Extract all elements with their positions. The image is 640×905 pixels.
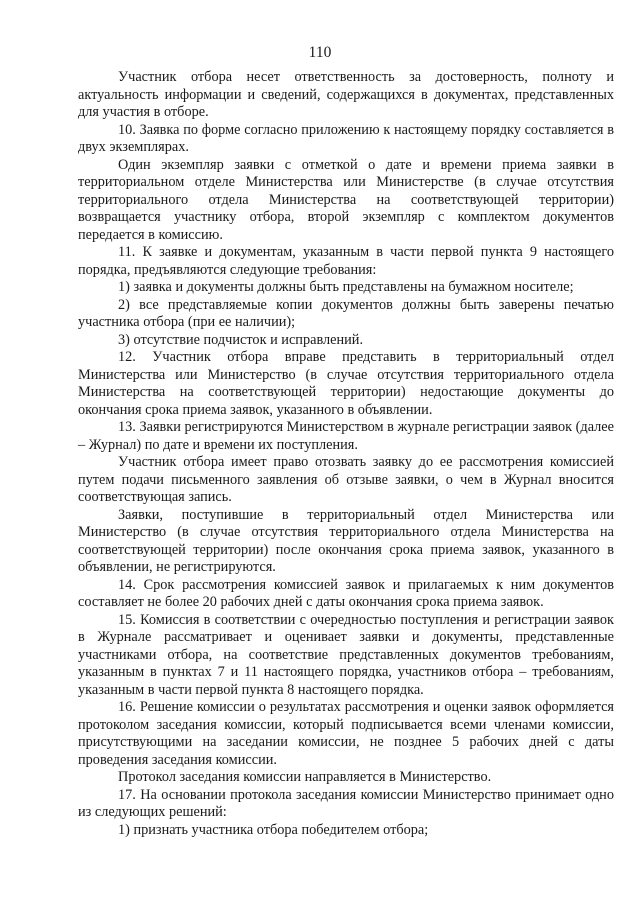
paragraph: 17. На основании протокола заседания комиссии Министерство принимает одно из следующих решений: <box>78 786 614 820</box>
paragraph: 10. Заявка по форме согласно приложению к настоящему порядку составляется в двух экземплярах. <box>78 121 614 155</box>
paragraph: Участник отбора несет ответственность за достоверность, полноту и актуальность информации и сведений, содержащихся в документах, представленных для участия в отборе. <box>78 69 614 120</box>
paragraph: 11. К заявке и документам, указанным в части первой пункта 9 настоящего порядка, предъявляются следующие требования: <box>78 244 614 278</box>
list-item: 1) заявка и документы должны быть представлены на бумажном носителе; <box>118 279 574 295</box>
paragraph: 14. Срок рассмотрения комиссией заявок и прилагаемых к ним документов составляет не более 20 рабочих дней с даты окончания срока приема заявок. <box>78 576 614 610</box>
paragraph: Участник отбора имеет право отозвать заявку до ее рассмотрения комиссией путем подачи письменного заявления об отзыве заявки, о чем в Журнал вносится соответствующая запись. <box>78 454 614 505</box>
paragraph: 16. Решение комиссии о результатах рассмотрения и оценки заявок оформляется протоколом заседания комиссии, который подписывается всеми членами комиссии, присутствующими на заседании комиссии, не позднее 5 рабочих дней с даты проведения заседания комиссии. <box>78 699 614 768</box>
paragraph: Один экземпляр заявки с отметкой о дате и времени приема заявки в территориальном отделе Министерства или Министерстве (в случае отсутствия территориального отдела Министерства на соответствующей территории) возвращается участнику отбора, второй экземпляр с комплектом документов передается в комиссию. <box>78 156 614 243</box>
list-item: 3) отсутствие подчисток и исправлений. <box>118 331 364 348</box>
list-item: 2) все представляемые копии документов должны быть заверены печатью участника отбора (при ее наличии); <box>78 296 614 330</box>
paragraph: 15. Комиссия в соответствии с очередностью поступления и регистрации заявок в Журнале рассматривает и оценивает заявки и документы, представленные участниками отбора, на соответствие представленных документов требованиям, указанным в пунктах 7 и 11 настоящего порядка, участников отбора – требованиям, указанным в части первой пункта 8 настоящего порядка. <box>78 611 614 698</box>
page-number: 110 <box>308 44 332 61</box>
paragraph: 13. Заявки регистрируются Министерством в журнале регистрации заявок (далее – Журнал) по дате и времени их поступления. <box>78 419 614 453</box>
paragraph: Протокол заседания комиссии направляется в Министерство. <box>118 769 492 785</box>
list-item: 1) признать участника отбора победителем отбора; <box>118 821 429 838</box>
paragraph: 12. Участник отбора вправе представить в территориальный отдел Министерства или Министерство (в случае отсутствия территориального отдела Министерства на соответствующей территории) недостающие документы до окончания срока приема заявок, указанного в объявлении. <box>78 349 614 418</box>
paragraph: Заявки, поступившие в территориальный отдел Министерства или Министерство (в случае отсутствия территориального отдела Министерства на соответствующей территории) после окончания срока приема заявок, указанного в объявлении, не регистрируются. <box>78 506 614 575</box>
document-body <box>78 69 614 839</box>
